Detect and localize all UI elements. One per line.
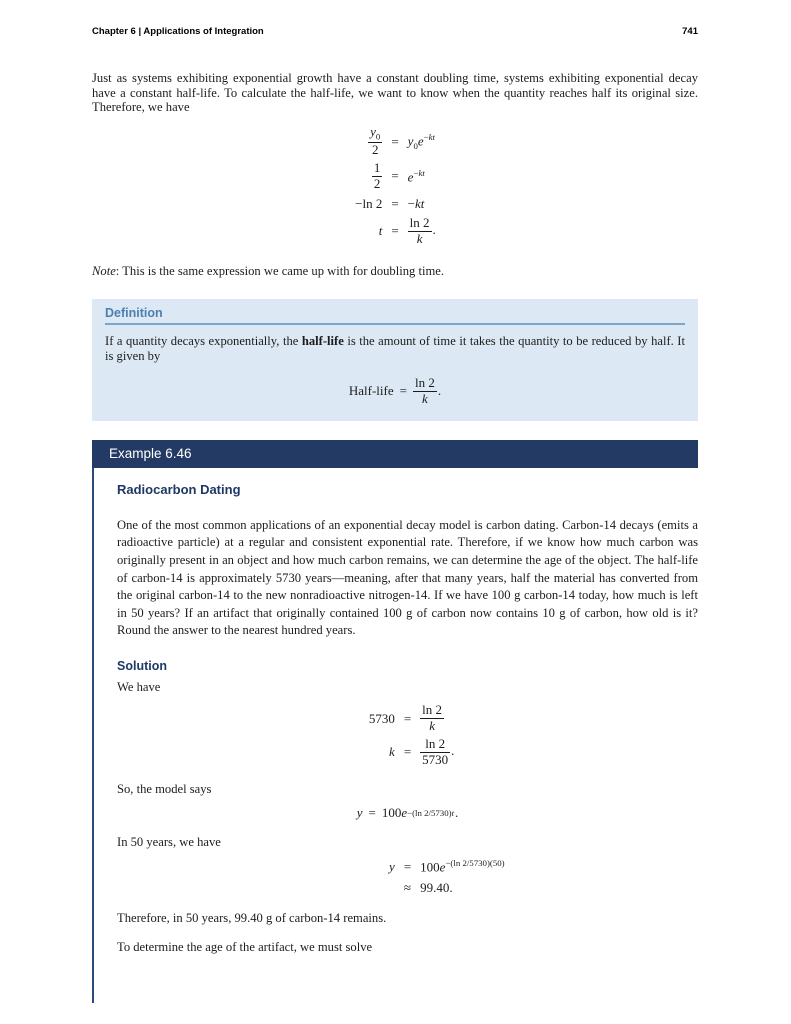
chapter-title: Chapter 6 | Applications of Integration xyxy=(92,26,264,37)
equals-sign: = xyxy=(368,804,376,820)
equation-row: $\frac{y_0}{2}$ = $y_0e^{-kt}$ xyxy=(370,124,436,157)
example-heading: Radiocarbon Dating xyxy=(117,481,241,497)
definition-title: Definition xyxy=(105,305,163,320)
model-equation: y = 100 e −(ln 2/5730)t . xyxy=(356,804,459,820)
model-says-line: So, the model says xyxy=(117,781,212,796)
equals-sign: = xyxy=(403,858,412,874)
equation-row: −ln 2 = −kt xyxy=(355,195,425,211)
equation-row: ≈ 99.40. xyxy=(403,879,453,895)
solution-heading: Solution xyxy=(117,659,167,674)
determine-line: To determine the age of the artifact, we must solve xyxy=(117,939,373,954)
half-life-derivation-equations xyxy=(92,125,698,246)
equation-row: $\frac{1}{2}$ = $e^{-kt}$ xyxy=(373,159,425,191)
we-have-line: We have xyxy=(117,680,161,695)
approx-sign: ≈ xyxy=(403,879,412,895)
definition-rule xyxy=(105,323,685,325)
equals-sign: = xyxy=(391,223,399,239)
equation-row: 5730 = $\frac{\ln 2}{k}$ xyxy=(368,702,443,734)
example-title: Example 6.46 xyxy=(109,446,192,462)
equals-sign: = xyxy=(403,744,412,760)
fraction: $\frac{\ln 2}{k}$ xyxy=(422,702,443,734)
definition-box xyxy=(92,299,698,421)
example-header xyxy=(92,440,698,468)
in-years-line: In 50 years, we have xyxy=(117,834,221,849)
half-life-formula: Half-life = $\frac{\ln 2}{k}$ . xyxy=(348,374,442,406)
intro-paragraph: Just as systems exhibiting exponential growth have a constant doubling time, systems exhibiting exponential decay have a constant half-life. To calculate the half-life, we want to know when the quantity reaches half its original size. Therefore, we have xyxy=(92,71,698,115)
running-head xyxy=(0,0,791,37)
note-label: Note xyxy=(92,263,116,278)
fraction: $\frac{1}{2}$ xyxy=(373,159,381,191)
example-problem-text: One of the most common applications of an exponential decay model is carbon dating. Carbon-14 decays (emits a radioactive particle) at a regular and consistent exponential rate. Therefore, if we know how much carbon was originally present in an object and how much carbon remains, we can determine the age of the object. The half-life of carbon-14 is approximately 5730 years—meaning, after that many years, half the material has converted from the original carbon-14 to the new nonradioactive nitrogen-14. If we have 100 g carbon-14 today, how much is left in 50 years? If an artifact that originally contained 100 g of carbon now contains 10 g of carbon, how old is it? Round the answer to the nearest hundred years. xyxy=(117,517,698,638)
equals-sign: = xyxy=(391,133,399,149)
k-solve-equations xyxy=(117,703,698,768)
example-section xyxy=(92,440,698,1003)
example-body xyxy=(92,468,698,1003)
page-number: 741 xyxy=(682,26,698,37)
fraction: $\frac{\ln 2}{k}$ xyxy=(414,374,435,406)
fraction: $\frac{\ln 2}{5730}$ xyxy=(422,735,449,767)
note-text: : This is the same expression we came up with for doubling time. xyxy=(115,263,444,278)
note-paragraph xyxy=(92,264,698,279)
equation-row: t = $\frac{\ln 2}{k}$ . xyxy=(378,214,436,246)
fraction: $\frac{y_0}{2}$ xyxy=(370,124,381,157)
equation-row: y = $100e^{-(ln 2/5730)(50)}$ xyxy=(389,858,505,875)
equals-sign: = xyxy=(403,710,412,726)
page-content xyxy=(92,71,698,1003)
equals-sign: = xyxy=(391,195,399,211)
equals-sign: = xyxy=(399,383,407,399)
equation-row: k = $\frac{\ln 2}{5730}$ . xyxy=(389,735,455,767)
equals-sign: = xyxy=(391,168,399,184)
evaluation-equations xyxy=(117,858,698,897)
definition-text: If a quantity decays exponentially, the half-life is the amount of time it takes the quantity to be reduced by half. It is given by xyxy=(105,333,685,363)
therefore-line: Therefore, in 50 years, 99.40 g of carbon-14 remains. xyxy=(117,910,387,925)
fraction: $\frac{\ln 2}{k}$ xyxy=(409,214,430,246)
half-life-term: half-life xyxy=(301,333,344,348)
